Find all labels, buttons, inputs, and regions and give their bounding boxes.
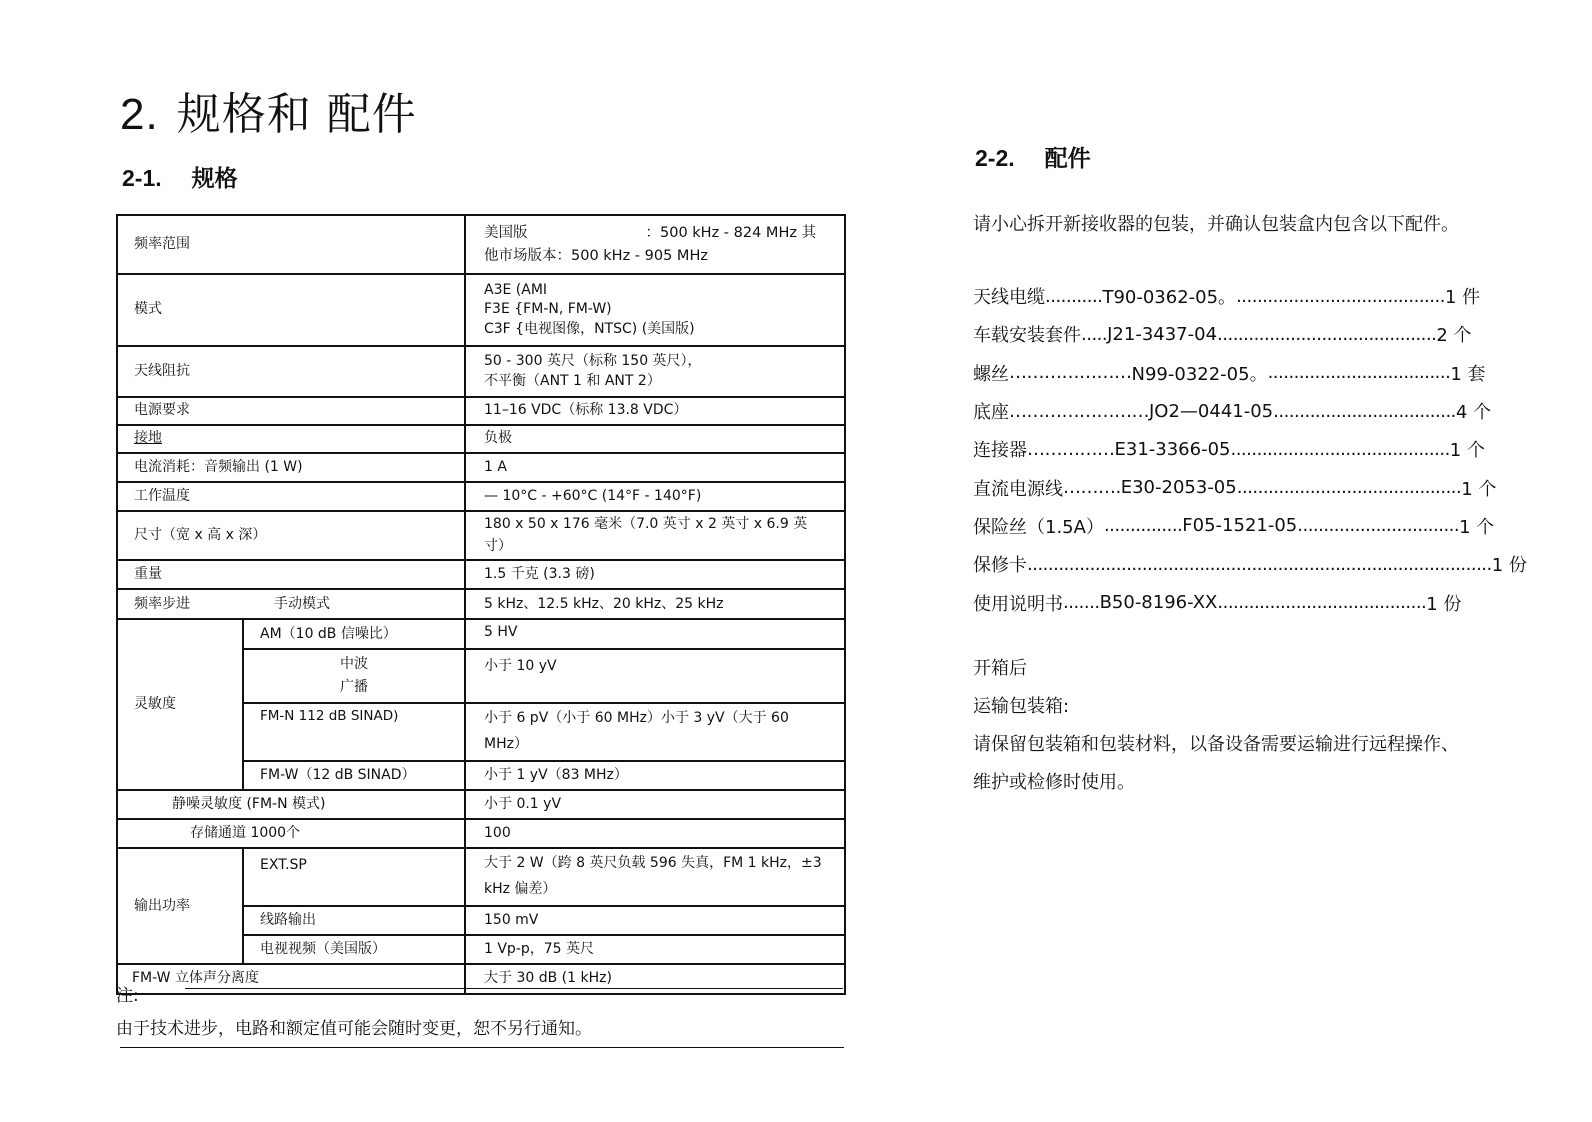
note-divider-bottom xyxy=(120,1047,844,1048)
table-row xyxy=(117,274,845,346)
spec-heading-number: 2-1. xyxy=(122,165,162,191)
leader-dots: .......................................... xyxy=(1230,438,1450,460)
shipping-box-text: 请保留包装箱和包装材料，以备设备需要运输进行远程操作、 xyxy=(973,734,1459,755)
table-row xyxy=(117,848,845,906)
accessory-quantity: 4 个 xyxy=(1455,402,1492,424)
spec-value xyxy=(465,274,845,346)
leader-dots: ............................... xyxy=(1297,515,1460,537)
list-item xyxy=(973,468,1527,506)
antenna-line: 不平衡（ANT 1 和 ANT 2） xyxy=(484,372,661,389)
spec-label xyxy=(117,790,465,819)
leader-dots: ........................................ xyxy=(1217,592,1427,614)
spec-table xyxy=(116,214,846,995)
spec-value xyxy=(465,346,845,397)
table-row xyxy=(117,397,845,425)
shipping-box-label: 运输包装箱: xyxy=(973,696,1070,717)
spec-label xyxy=(117,425,465,453)
squelch-label: 静噪灵敏度 xyxy=(172,795,242,812)
spec-sublabel: AM（10 dB 信噪比） xyxy=(243,619,465,649)
spec-label: 尺寸（宽 x 高 x 深） xyxy=(117,511,465,560)
table-row xyxy=(117,453,845,482)
shipping-box-text-cont: 维护或检修时使用。 xyxy=(973,772,1135,793)
note-text: 由于技术进步，电路和额定值可能会随时变更，恕不另行通知。 xyxy=(116,1019,592,1039)
spec-sublabel: FM-W（12 dB SINAD） xyxy=(243,761,465,790)
freq-other-value: 他市场版本：500 kHz - 905 MHz xyxy=(484,247,708,264)
spec-value: 大于 2 W（跨 8 英尺负载 596 失真，FM 1 kHz，±3 kHz 偏差） xyxy=(465,848,845,906)
accessory-part-number: E30-2053-05 xyxy=(1120,477,1237,499)
spec-label: FM-W 立体声分离度 xyxy=(117,964,465,994)
accessory-part-number: B50-8196-XX xyxy=(1099,592,1218,614)
table-row xyxy=(117,425,845,453)
accessory-name: 螺丝 xyxy=(973,363,1009,385)
spec-label: 天线阻抗 xyxy=(117,346,465,397)
accessory-part-number: E31-3366-05 xyxy=(1114,438,1231,460)
spec-sublabel xyxy=(243,649,465,703)
list-item xyxy=(973,430,1527,468)
accessory-name: 底座 xyxy=(973,402,1009,424)
spec-value: 1.5 千克 (3.3 磅) xyxy=(465,560,845,589)
accessory-name: 连接器 xyxy=(973,440,1027,462)
spec-label: 重量 xyxy=(117,560,465,589)
list-item xyxy=(973,277,1527,315)
after-unpacking-heading: 开箱后 xyxy=(973,658,1027,679)
leader-dots: …………………… xyxy=(1009,400,1149,422)
broadcast-label: 广播 xyxy=(340,679,368,696)
spec-heading-title: 规格 xyxy=(191,166,238,192)
accessories-list xyxy=(973,277,1527,622)
accessory-quantity: 1 件 xyxy=(1444,287,1481,309)
spec-value: 5 kHz、12.5 kHz、20 kHz、25 kHz xyxy=(465,589,845,619)
spec-value: 5 HV xyxy=(465,619,845,649)
leader-dots: ........................................ xyxy=(1236,285,1445,307)
accessories-heading xyxy=(975,140,1091,173)
table-row xyxy=(117,482,845,511)
list-item xyxy=(973,354,1527,392)
accessory-quantity: 1 个 xyxy=(1459,516,1495,538)
accessory-part-number: J21-3437-04 xyxy=(1107,323,1218,345)
spec-label: 输出功率 xyxy=(117,848,243,964)
table-row xyxy=(117,346,845,397)
accessory-part-number: N99-0322-05。 xyxy=(1131,363,1268,385)
accessory-quantity: 1 个 xyxy=(1461,478,1497,500)
leader-dots: ....... xyxy=(1063,592,1100,614)
table-row xyxy=(117,790,845,819)
table-row xyxy=(117,511,845,560)
table-row xyxy=(117,589,845,619)
accessories-heading-number: 2-2. xyxy=(975,145,1015,171)
freq-us-value: ：500 kHz - 824 MHz 其 xyxy=(645,225,817,242)
step-sublabel: 手动模式 xyxy=(274,595,330,612)
page-title xyxy=(120,78,417,142)
leader-dots: ........................................... xyxy=(1236,477,1462,499)
spec-sublabel: EXT.SP xyxy=(243,848,465,906)
note-label: 注: xyxy=(116,986,139,1006)
squelch-mode: (FM-N 模式) xyxy=(246,795,326,812)
spec-label: 模式 xyxy=(117,274,465,346)
leader-dots: ............... xyxy=(1103,515,1183,537)
leader-dots: ................................... xyxy=(1267,362,1451,384)
leader-dots: ......................................................................................... xyxy=(1027,553,1492,575)
leader-dots: ………………… xyxy=(1009,362,1132,384)
title-text: 规格和 配件 xyxy=(176,89,417,140)
accessory-part-number: T90-0362-05。 xyxy=(1102,287,1237,309)
accessories-heading-title: 配件 xyxy=(1044,146,1091,172)
spec-label: 频率范围 xyxy=(117,215,465,274)
spec-label: 灵敏度 xyxy=(117,619,243,790)
table-row xyxy=(117,215,845,274)
leader-dots: ........... xyxy=(1045,285,1103,307)
spec-value: 180 x 50 x 176 毫米（7.0 英寸 x 2 英寸 x 6.9 英寸） xyxy=(465,511,845,560)
spec-value: 大于 30 dB (1 kHz) xyxy=(465,964,845,994)
spec-heading xyxy=(122,160,238,193)
accessory-name: 使用说明书 xyxy=(973,593,1063,615)
mode-line: C3F {电视图像，NTSC) (美国版) xyxy=(484,320,695,337)
leader-dots: ................................... xyxy=(1273,400,1456,422)
spec-sublabel: 电视视频（美国版） xyxy=(243,935,465,964)
spec-value: 1 Vp-p，75 英尺 xyxy=(465,935,845,964)
spec-label xyxy=(117,589,465,619)
spec-sublabel: FM-N 112 dB SINAD) xyxy=(243,703,465,761)
spec-value: 小于 0.1 yV xyxy=(465,790,845,819)
spec-value: 150 mV xyxy=(465,906,845,935)
spec-label: 电源要求 xyxy=(117,397,465,425)
accessory-part-number: JO2—0441-05 xyxy=(1149,400,1274,422)
mode-line: F3E {FM-N, FM-W) xyxy=(484,301,612,318)
step-label: 频率步进 xyxy=(134,595,190,612)
spec-sublabel: 线路输出 xyxy=(243,906,465,935)
accessory-name: 保险丝（1.5A） xyxy=(973,516,1104,538)
accessory-quantity: 1 套 xyxy=(1450,363,1486,385)
accessory-name: 天线电缆 xyxy=(973,287,1045,309)
ground-label: 接地 xyxy=(134,430,162,447)
table-row xyxy=(117,819,845,848)
spec-label: 电流消耗：音频输出 (1 W) xyxy=(117,453,465,482)
note-divider-top xyxy=(185,988,843,989)
leader-dots: ..... xyxy=(1081,323,1108,345)
leader-dots: …………… xyxy=(1027,438,1115,460)
spec-value: 小于 6 pV（小于 60 MHz）小于 3 yV（大于 60 MHz） xyxy=(465,703,845,761)
accessory-name: 保修卡 xyxy=(973,555,1027,577)
list-item xyxy=(973,315,1527,353)
leader-dots: ………. xyxy=(1063,477,1121,499)
list-item xyxy=(973,507,1527,545)
spec-value: 小于 1 yV（83 MHz） xyxy=(465,761,845,790)
spec-value: 小于 10 yV xyxy=(465,649,845,703)
accessory-quantity: 1 个 xyxy=(1449,440,1485,462)
accessory-quantity: 1 份 xyxy=(1426,593,1462,615)
accessory-quantity: 1 份 xyxy=(1491,555,1527,577)
table-row xyxy=(117,619,845,649)
mode-line: A3E (AMI xyxy=(484,281,548,298)
mw-label: 中波 xyxy=(340,656,368,673)
accessory-name: 直流电源线 xyxy=(973,478,1063,500)
memory-label: 存储通道 xyxy=(190,824,246,841)
spec-label xyxy=(117,819,465,848)
leader-dots: .......................................... xyxy=(1217,323,1437,345)
list-item xyxy=(973,545,1527,583)
table-row xyxy=(117,964,845,994)
table-row xyxy=(117,560,845,589)
list-item xyxy=(973,392,1527,430)
accessory-name: 车载安装套件 xyxy=(973,325,1081,347)
accessory-quantity: 2 个 xyxy=(1436,325,1472,347)
spec-label: 工作温度 xyxy=(117,482,465,511)
spec-value: 负极 xyxy=(465,425,845,453)
spec-value xyxy=(465,215,845,274)
list-item xyxy=(973,583,1527,621)
spec-value: — 10°C - +60°C (14°F - 140°F) xyxy=(465,482,845,511)
freq-us-label: 美国版 xyxy=(484,225,528,242)
spec-value: 100 xyxy=(465,819,845,848)
spec-value: 11–16 VDC（标称 13.8 VDC） xyxy=(465,397,845,425)
antenna-line: 50 - 300 英尺（标称 150 英尺）， xyxy=(484,352,702,369)
accessories-intro: 请小心拆开新接收器的包装，并确认包装盒内包含以下配件。 xyxy=(973,214,1459,235)
memory-count: 1000个 xyxy=(250,824,301,841)
after-unpacking xyxy=(973,650,1533,802)
accessory-part-number: F05-1521-05 xyxy=(1182,515,1298,537)
spec-value: 1 A xyxy=(465,453,845,482)
title-number: 2. xyxy=(120,90,159,139)
